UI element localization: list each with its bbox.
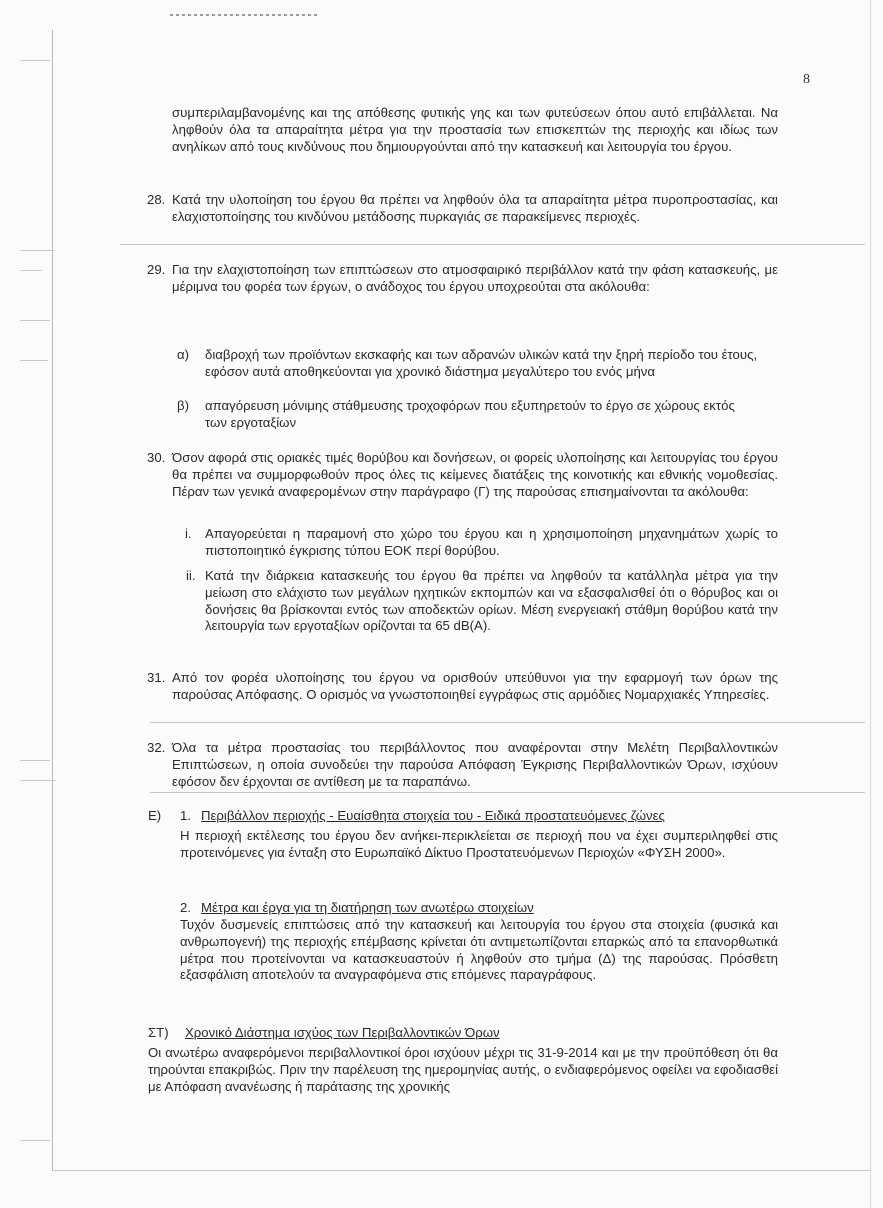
side-mark xyxy=(20,760,50,761)
item-29-sub-b-label: β) xyxy=(177,398,189,413)
item-31-number: 31. xyxy=(147,670,166,685)
item-30-sub-ii-text: Κατά την διάρκεια κατασκευής του έργου θα πρέπει να ληφθούν τα κατάλληλα μέτρα για την μείωση στο ελάχιστο των μεγάλων ηχητικών εκπομπών και να εξασφαλισθεί ότι ο θόρυβος και οι δονήσεις θα βρίσκονται εντός των αποδεκτών ορίων. Μέση ενεργειακή στάθμη θορύβου κατά την λειτουργία των εργοταξίων ορίζονται τα 65 dB(A). xyxy=(205,568,778,634)
item-29-sub-b-text: απαγόρευση μόνιμης στάθμευσης τροχοφόρων που εξυπηρετούν το έργο σε χώρους εκτός των εργοταξίων xyxy=(205,398,735,430)
section-e1-text: Η περιοχή εκτέλεσης του έργου δεν ανήκει-περικλείεται σε περιοχή που να έχει συμπεριληφθεί στις προτεινόμενες για ένταξη στο Ευρωπαϊκό Δίκτυο Προστατευόμενων Περιοχών «ΦΥΣΗ 2000». xyxy=(180,828,778,860)
item-30-text: Όσον αφορά στις οριακές τιμές θορύβου και δονήσεων, οι φορείς υλοποίησης και λειτουργίας του έργου θα πρέπει να συμμορφωθούν προς όλες τις κείμενες διατάξεις της κοινοτικής και εθνικής νομοθεσίας. Πέραν των γενικά αναφερομένων στην παράγραφο (Γ) της παρούσας επισημαίνονται τα ακόλουθα: xyxy=(172,450,778,499)
item-32-number: 32. xyxy=(147,740,166,755)
scan-edge-right xyxy=(870,0,871,1208)
item-30-number: 30. xyxy=(147,450,166,465)
item-29-sub-a-label: α) xyxy=(177,347,190,362)
section-e-label: Ε) xyxy=(148,808,162,823)
scan-line xyxy=(150,722,865,723)
scan-edge-bottom xyxy=(52,1170,870,1171)
intro-paragraph: συμπεριλαμβανομένης και της απόθεσης φυτικής γης και των φυτεύσεων όπου αυτό επιβάλλεται. Να ληφθούν όλα τα απαραίτητα μέτρα για την προστασία των επισκεπτών της περιοχής και ιδίως των ανηλίκων από τους κινδύνους που δημιουργούνται από την κατασκευή και λειτουργία του έργου. xyxy=(172,105,778,154)
item-29-number: 29. xyxy=(147,262,166,277)
side-mark xyxy=(20,320,50,321)
section-st-heading: Χρονικό Διάστημα ισχύος των Περιβαλλοντικών Όρων xyxy=(185,1025,500,1040)
section-e2-heading: Μέτρα και έργα για τη διατήρηση των ανωτέρω στοιχείων xyxy=(201,900,534,915)
side-mark xyxy=(20,780,56,781)
item-29-text: Για την ελαχιστοποίηση των επιπτώσεων στο ατμοσφαιρικό περιβάλλον κατά την φάση κατασκευής, με μέριμνα του φορέα των έργων, ο ανάδοχος του έργου υποχρεούται στα ακόλουθα: xyxy=(172,262,778,294)
side-mark xyxy=(20,250,55,251)
section-e1-heading: Περιβάλλον περιοχής - Ευαίσθητα στοιχεία του - Ειδικά προστατευόμενες ζώνες xyxy=(201,808,665,823)
section-e2-number: 2. xyxy=(180,900,191,915)
item-31-text: Από τον φορέα υλοποίησης του έργου να ορισθούν υπεύθυνοι για την εφαρμογή των όρων της παρούσας Απόφασης. Ο ορισμός να γνωστοποιηθεί εγγράφως στις αρμόδιες Νομαρχιακές Υπηρεσίες. xyxy=(172,670,778,702)
section-e2-text: Τυχόν δυσμενείς επιπτώσεις από την κατασκευή και λειτουργία του έργου στα στοιχεία (φυσικά και ανθρωπογενή) της περιοχής επέμβασης κρίνεται ότι αντιμετωπίζονται επαρκώς από τα επανορθωτικά μέτρα που προτείνονται να κατασκευαστούν ή ληφθούν στο τμήμα (Δ) της παρούσας. Πρόσθετη εξασφάλιση αποτελούν τα αναγραφόμενα στις επόμενες παραγράφους. xyxy=(180,917,778,983)
side-mark xyxy=(20,60,50,61)
item-30-sub-ii-label: ii. xyxy=(186,568,196,583)
scan-line xyxy=(120,244,865,245)
side-mark xyxy=(20,270,42,271)
scan-side-marks xyxy=(20,60,60,1160)
section-st-label: ΣΤ) xyxy=(148,1025,169,1040)
scan-artifact-top xyxy=(170,14,320,16)
side-mark xyxy=(20,360,48,361)
item-30-sub-i-label: i. xyxy=(185,526,192,541)
page-number: 8 xyxy=(803,72,810,87)
item-28-number: 28. xyxy=(147,192,166,207)
item-29-sub-a-text: διαβροχή των προϊόντων εκσκαφής και των αδρανών υλικών κατά την ξηρή περίοδο του έτους, εφόσον αυτά αποθηκεύονται για χρονικό διάστημα μεγαλύτερο του ενός μήνα xyxy=(205,347,758,379)
scan-line xyxy=(150,792,865,793)
section-e1-number: 1. xyxy=(180,808,191,823)
item-32-text: Όλα τα μέτρα προστασίας του περιβάλλοντος που αναφέρονται στην Μελέτη Περιβαλλοντικών Επιπτώσεων, η οποία συνοδεύει την παρούσα Απόφαση Έγκρισης Περιβαλλοντικών Όρων, ισχύουν εφόσον δεν έρχονται σε αντίθεση με τα παραπάνω. xyxy=(172,740,778,789)
section-st-text: Οι ανωτέρω αναφερόμενοι περιβαλλοντικοί όροι ισχύουν μέχρι τις 31-9-2014 και με την προϋπόθεση ότι θα τηρούνται επακριβώς. Πριν την παρέλευση της ημερομηνίας αυτής, ο ενδιαφερόμενος οφείλει να εφοδιασθεί με Απόφαση ανανέωσης ή παράτασης της χρονικής xyxy=(148,1045,778,1094)
side-mark xyxy=(20,1140,50,1141)
item-28-text: Κατά την υλοποίηση του έργου θα πρέπει να ληφθούν όλα τα απαραίτητα μέτρα πυροπροστασίας, και ελαχιστοποίησης του κινδύνου μετάδοσης πυρκαγιάς σε παρακείμενες περιοχές. xyxy=(172,192,778,224)
item-30-sub-i-text: Απαγορεύεται η παραμονή στο χώρο του έργου και η χρησιμοποίηση μηχανημάτων χωρίς το πιστοποιητικό έγκρισης τύπου ΕΟΚ περί θορύβου. xyxy=(205,526,778,558)
